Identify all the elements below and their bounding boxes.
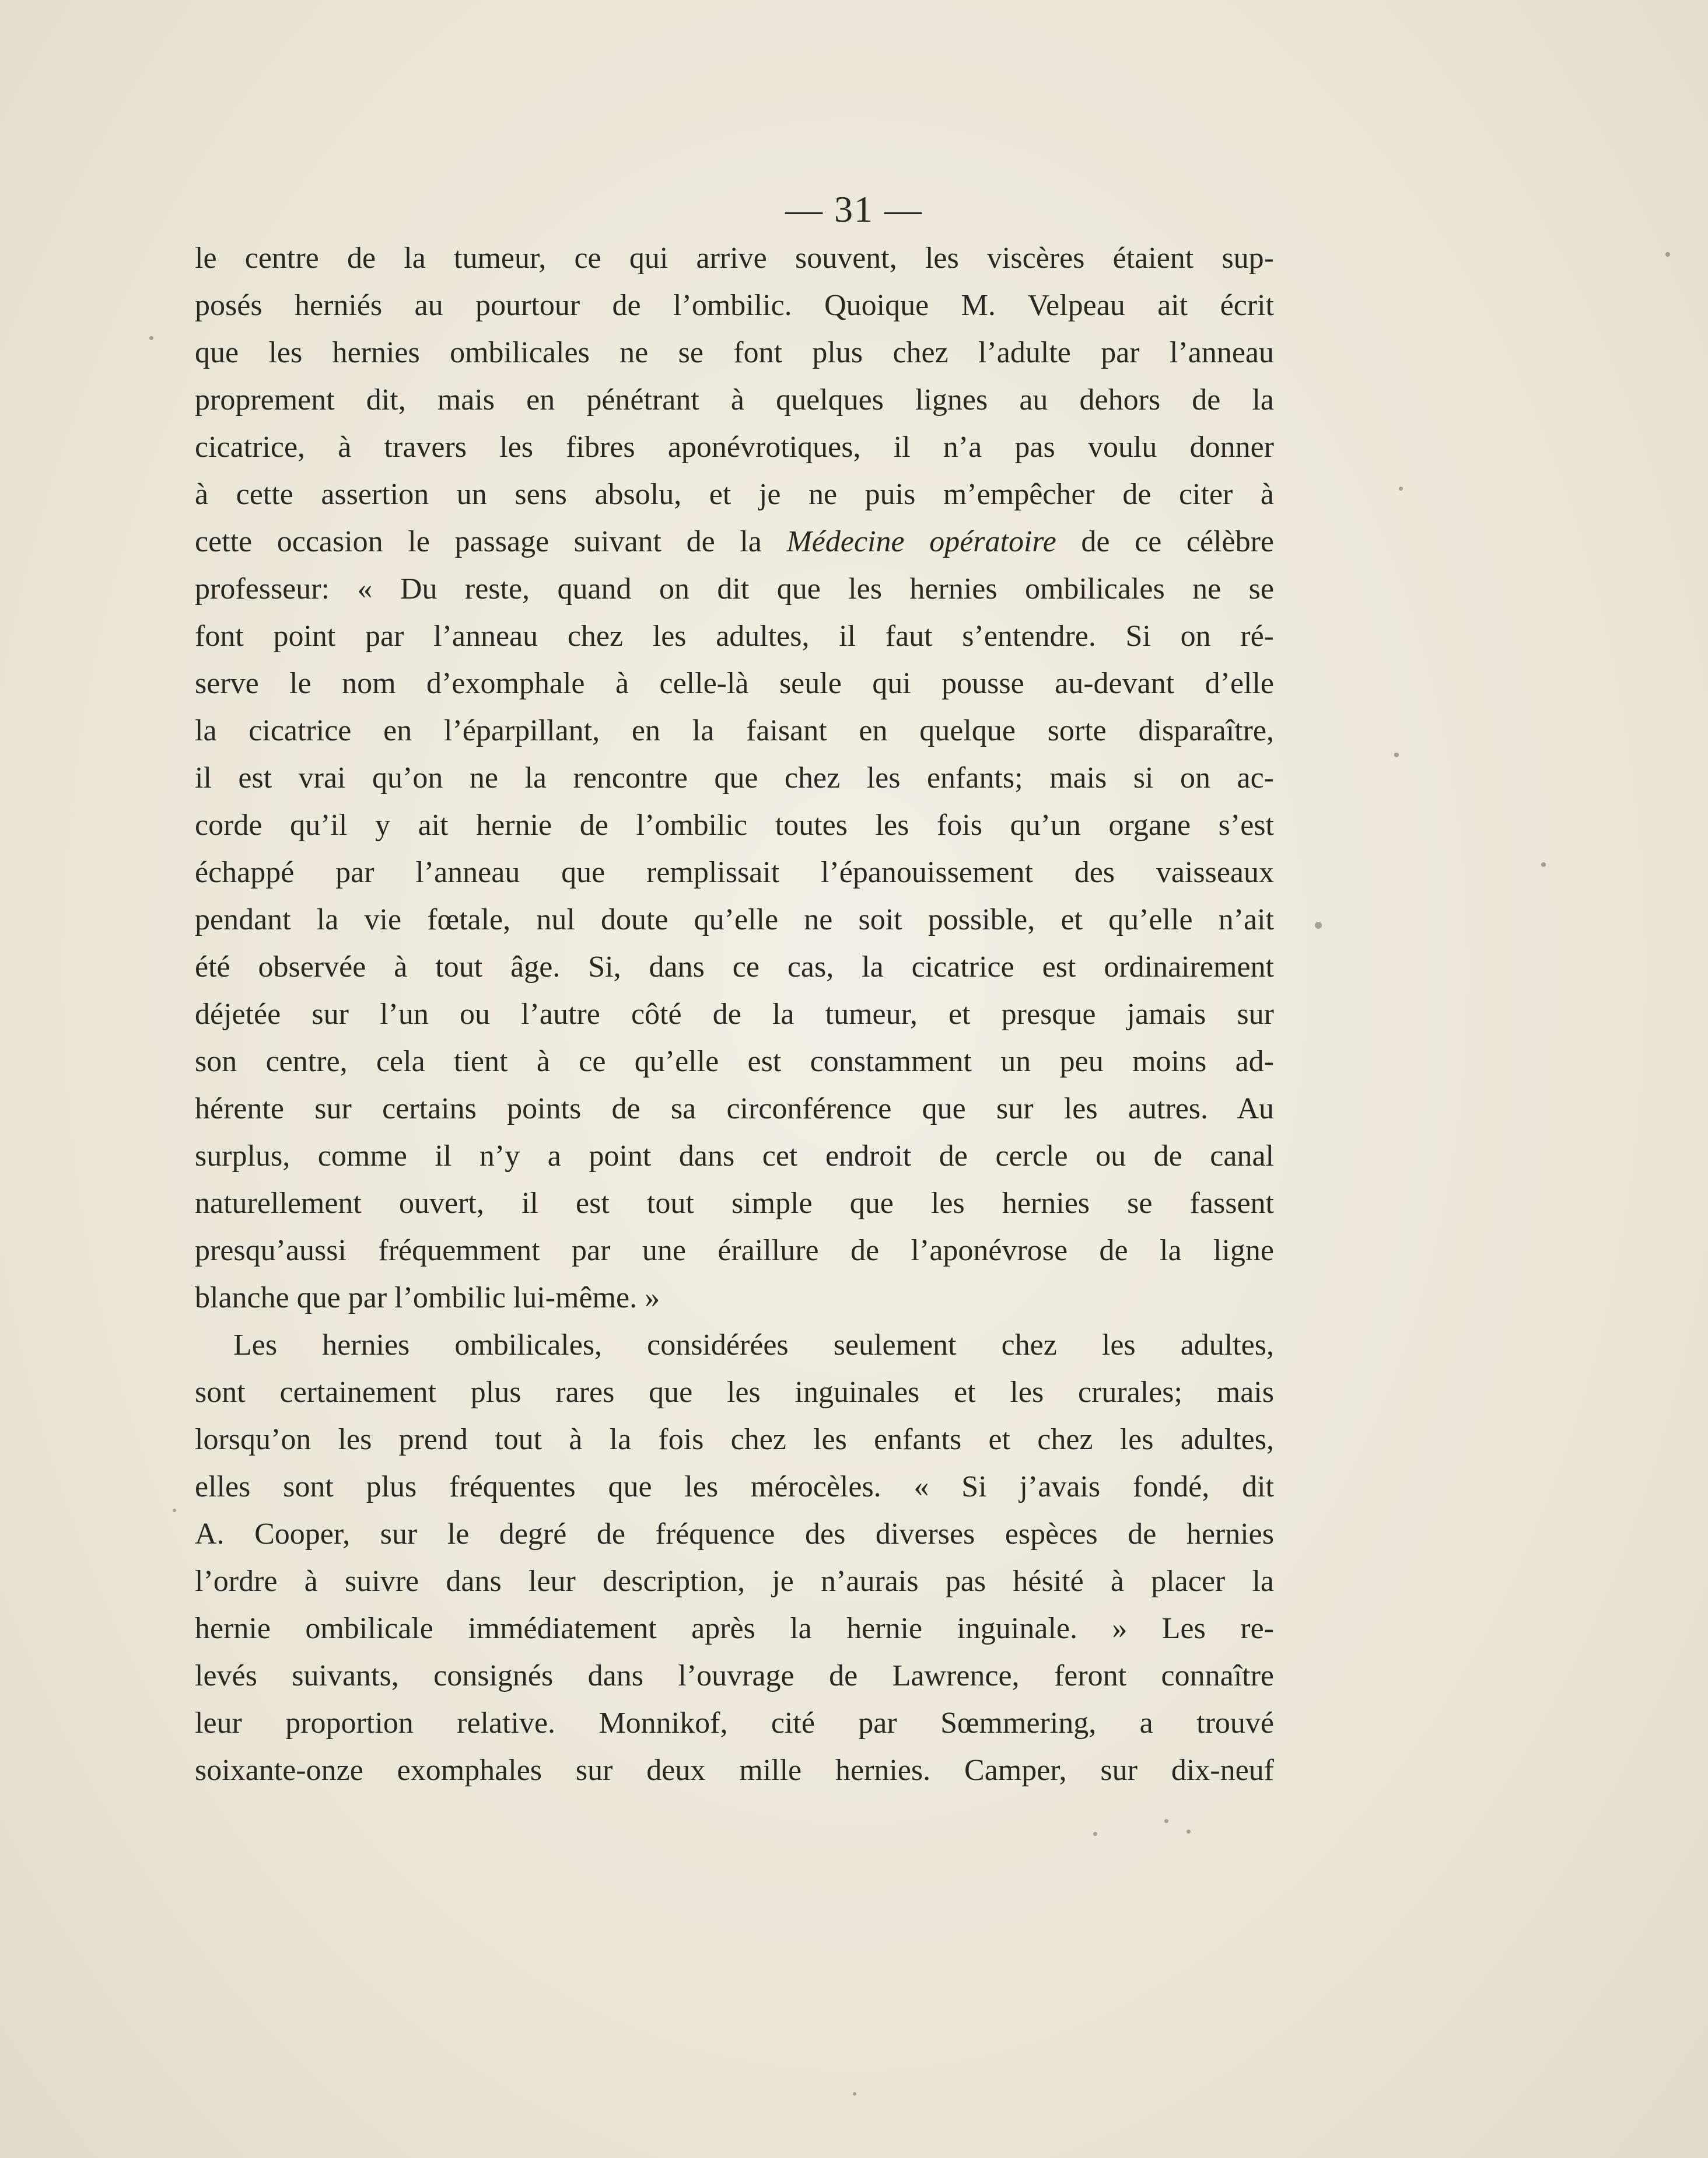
text-line: corde qu’il y ait hernie de l’ombilic toutes les fois qu’un organe s’est	[195, 809, 1274, 842]
text-line: elles sont plus fréquentes que les mérocèles. « Si j’avais fondé, dit	[195, 1470, 1274, 1503]
text-line: presqu’aussi fréquemment par une éraillure de l’aponévrose de la ligne	[195, 1234, 1274, 1267]
text-line: été observée à tout âge. Si, dans ce cas, la cicatrice est ordinairement	[195, 950, 1274, 984]
book-title: Médecine opératoire	[786, 525, 1056, 558]
text-line: proprement dit, mais en pénétrant à quelques lignes au dehors de la	[195, 383, 1274, 417]
text-line: hérente sur certains points de sa circonférence que sur les autres. Au	[195, 1092, 1274, 1125]
text-line: la cicatrice en l’éparpillant, en la faisant en quelque sorte disparaître,	[195, 714, 1274, 747]
text-line: cicatrice, à travers les fibres aponévrotiques, il n’a pas voulu donner	[195, 431, 1274, 464]
text-line: font point par l’anneau chez les adultes, il faut s’entendre. Si on ré-	[195, 620, 1274, 653]
text-fragment: cette occasion le passage suivant de la	[195, 525, 787, 558]
text-line: son centre, cela tient à ce qu’elle est constamment un peu moins ad-	[195, 1045, 1274, 1078]
paper-speck	[173, 1509, 176, 1512]
text-line: le centre de la tumeur, ce qui arrive souvent, les viscères étaient sup-	[195, 242, 1274, 275]
paper-speck	[1315, 922, 1322, 929]
text-line: blanche que par l’ombilic lui-même. »	[195, 1281, 660, 1314]
text-line: serve le nom d’exomphale à celle-là seule qui pousse au-devant d’elle	[195, 667, 1274, 700]
text-line: A. Cooper, sur le degré de fréquence des diverses espèces de hernies	[195, 1517, 1274, 1551]
text-line: surplus, comme il n’y a point dans cet endroit de cercle ou de canal	[195, 1139, 1274, 1173]
paper-speck	[1186, 1830, 1191, 1834]
text-line: soixante-onze exomphales sur deux mille hernies. Camper, sur dix-neuf	[195, 1754, 1274, 1787]
text-fragment: de ce célèbre	[1056, 525, 1274, 558]
text-line: il est vrai qu’on ne la rencontre que chez les enfants; mais si on ac-	[195, 761, 1274, 795]
paper-speck	[149, 336, 153, 340]
text-line: levés suivants, consignés dans l’ouvrage de Lawrence, feront connaître	[195, 1659, 1274, 1692]
text-line: posés herniés au pourtour de l’ombilic. Quoique M. Velpeau ait écrit	[195, 289, 1274, 322]
text-line: professeur: « Du reste, quand on dit que les hernies ombilicales ne se	[195, 572, 1274, 606]
text-line: déjetée sur l’un ou l’autre côté de la tumeur, et presque jamais sur	[195, 998, 1274, 1031]
text-line: sont certainement plus rares que les inguinales et les crurales; mais	[195, 1376, 1274, 1409]
text-line: lorsqu’on les prend tout à la fois chez les enfants et chez les adultes,	[195, 1423, 1274, 1456]
text-line: Les hernies ombilicales, considérées seulement chez les adultes,	[233, 1328, 1274, 1362]
text-line: que les hernies ombilicales ne se font plus chez l’adulte par l’anneau	[195, 336, 1274, 369]
text-line: à cette assertion un sens absolu, et je ne puis m’empêcher de citer à	[195, 478, 1274, 511]
text-line: leur proportion relative. Monnikof, cité par Sœmmering, a trouvé	[195, 1706, 1274, 1740]
paper-speck	[1399, 487, 1403, 491]
paper-speck	[1093, 1832, 1097, 1836]
paper-speck	[1541, 862, 1546, 867]
paper-speck	[1665, 252, 1670, 257]
paper-speck	[1164, 1819, 1168, 1823]
text-line: hernie ombilicale immédiatement après la hernie inguinale. » Les re-	[195, 1612, 1274, 1645]
text-line: échappé par l’anneau que remplissait l’épanouissement des vaisseaux	[195, 856, 1274, 889]
body-text	[195, 235, 1274, 1794]
page-number: — 31 —	[785, 188, 923, 230]
text-line-with-italic-title	[195, 518, 1274, 565]
paper-speck	[853, 2092, 856, 2096]
text-line: l’ordre à suivre dans leur description, je n’aurais pas hésité à placer la	[195, 1565, 1274, 1598]
text-line: pendant la vie fœtale, nul doute qu’elle ne soit possible, et qu’elle n’ait	[195, 903, 1274, 936]
paper-speck	[1394, 753, 1399, 757]
text-line: naturellement ouvert, il est tout simple que les hernies se fassent	[195, 1187, 1274, 1220]
